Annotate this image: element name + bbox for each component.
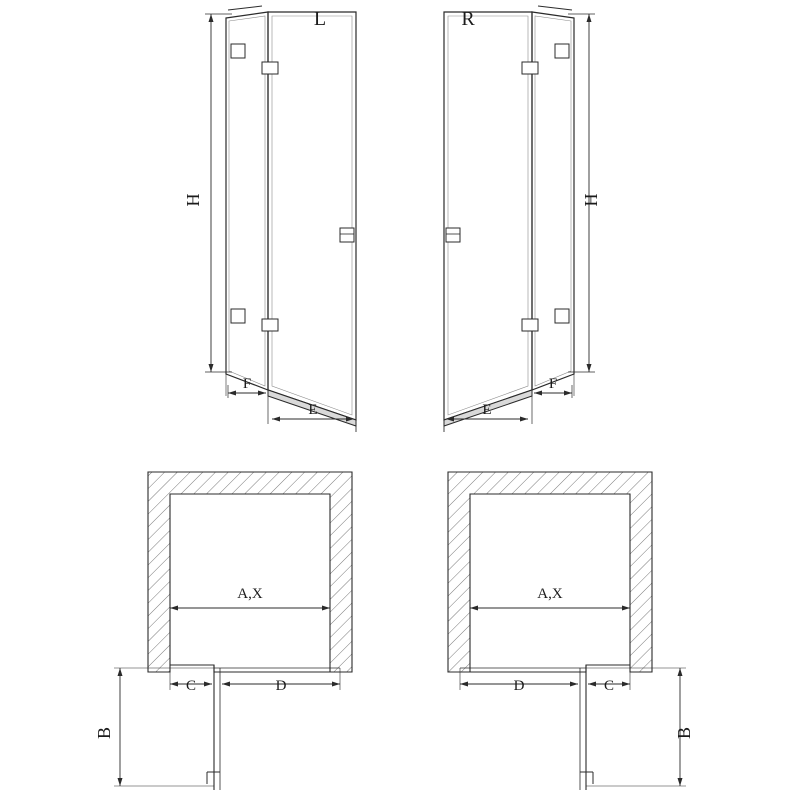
label-dim-d-right: D [513, 678, 525, 694]
label-dim-ax-left: A,X [237, 586, 263, 602]
label-dim-d-left: D [275, 678, 287, 694]
plan-view-right [448, 472, 686, 790]
label-dim-b-right: B [674, 726, 694, 740]
label-dim-c-left: C [185, 678, 197, 694]
elevation-view-right [444, 6, 595, 432]
elevation-view-left [205, 6, 356, 432]
label-dim-e-right: E [482, 402, 492, 418]
label-height-left: H [183, 193, 203, 207]
label-dim-ax-right: A,X [537, 586, 563, 602]
plan-view-left [114, 472, 352, 790]
label-dim-e-left: E [308, 402, 318, 418]
label-dim-f-left: F [242, 376, 252, 392]
label-dim-f-right: F [548, 376, 558, 392]
label-dim-c-right: C [603, 678, 615, 694]
label-height-right: H [581, 193, 601, 207]
label-variant-left: L [313, 8, 327, 30]
label-dim-b-left: B [94, 726, 114, 740]
label-variant-right: R [461, 8, 475, 30]
